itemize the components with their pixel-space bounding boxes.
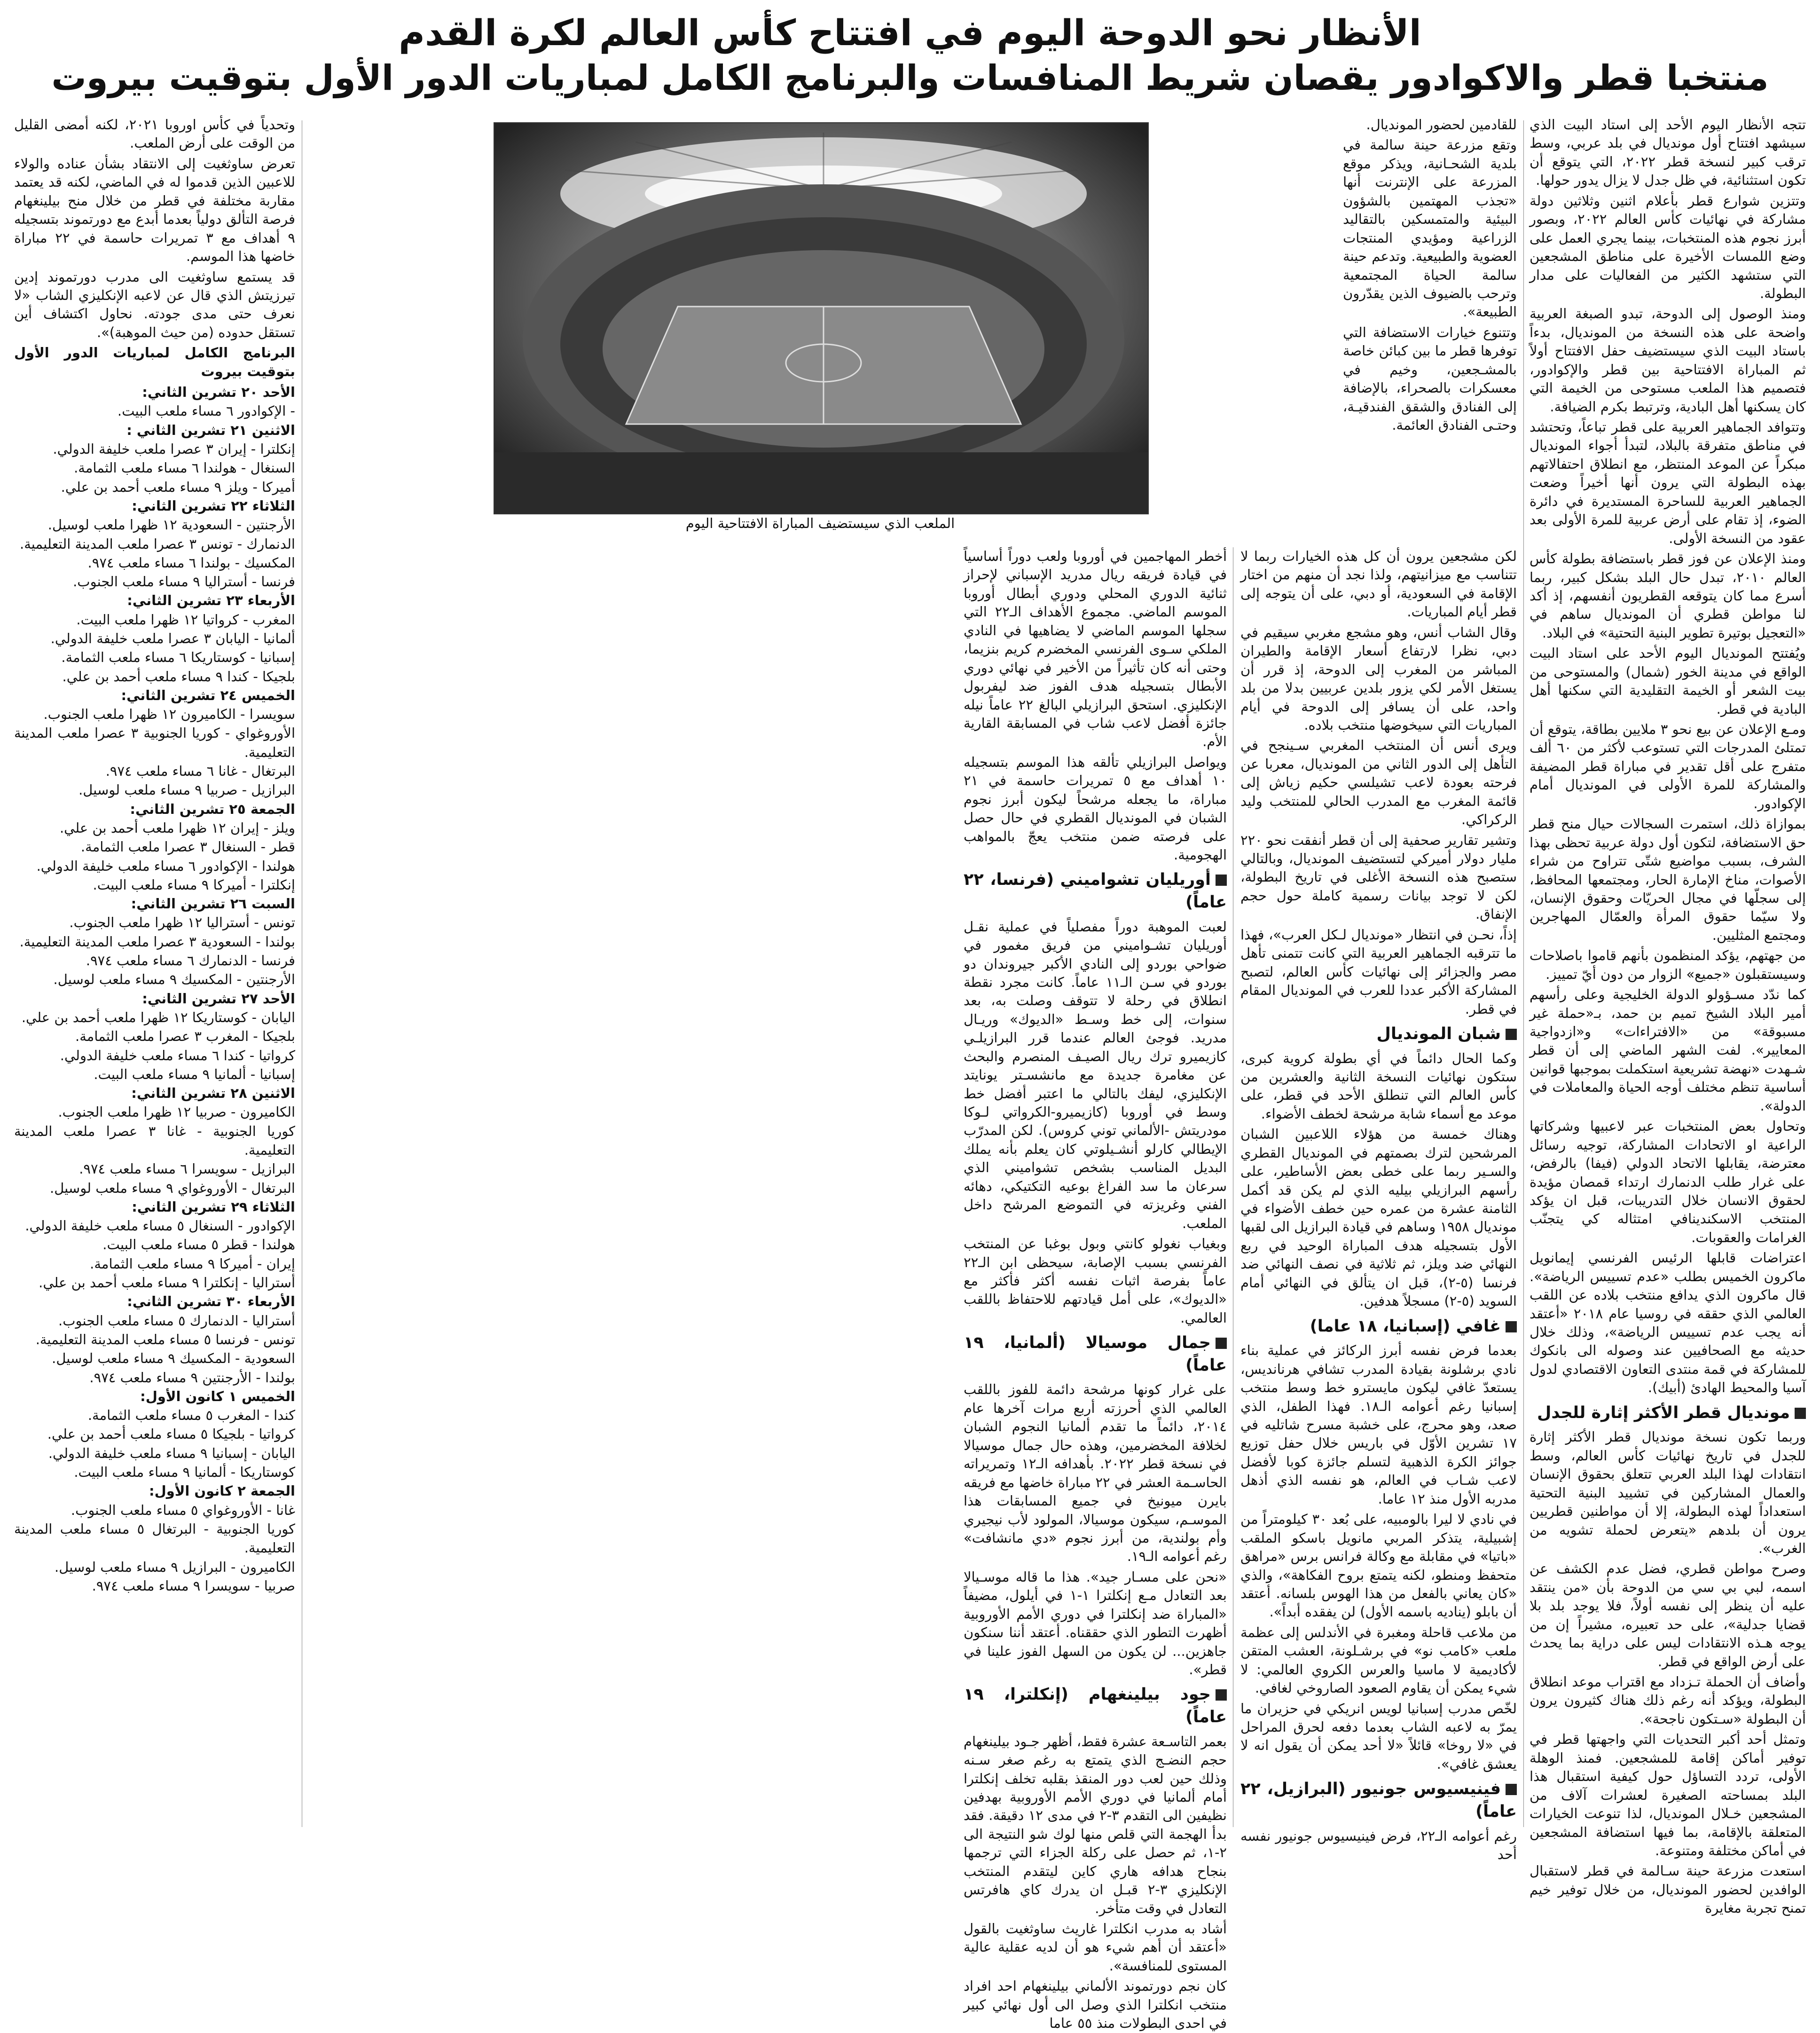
paragraph: وتتوافد الجماهير العربية على قطر تباعاً، وتحتشد في مناطق متفرقة بالبلاد، لتبدأ أجواء المونديال مبكراً عن الموعد المنتظر، مع انطلاق احتفالاتهم بهذه البطولة التي يرون أنها أخيراً وضعت الجماهير العربية للساحرة المستديرة في دائرة الضوء، إذ تقام على أرض عربية للمرة الأولى بعد عقود من النسخة الأولى. — [1530, 419, 1806, 546]
schedule-day: الأربعاء ٣٠ تشرين الثاني: — [127, 1293, 295, 1310]
column-2-paragraphs — [1240, 547, 1517, 1018]
paragraph: في نادي لا ليرا بالومبيه، على بُعد ٣٠ كيلومتراً من إشبيلية، يتذكر المربي مانويل باسكو الملقب «باتيا» في مقابلة مع وكالة فرانس برس «مراهق متحفظ ومنطو، لكنه يتمتع بروح الفكاهة»، والذي «كان يعاني بالفعل من هذا الهوس بلسانه. أعتقد أن بابلو (يناديه باسمه الأول) لن يفقده أبداً». — [1240, 1511, 1517, 1620]
paragraph: كما ندّد مسـؤولو الدولة الخليجية وعلى رأسهم أمير البلاد الشيخ تميم بن حمد، بـ«حملة غير مسبوقة» من «الافتراءات» و«ازدواجية المعايير». لفت الشهر الماضي إلى أن قطر شـهدت «نهضة تشريعية استكملت بموجبها قوانين أساسية تنظم مختلف أوجه الحياة والمعاملات في الدولة». — [1530, 986, 1806, 1114]
paragraph: ويواصل البرازيلي تألقه هذا الموسم بتسجيله ١٠ أهداف مع ٥ تمريرات حاسمة في ٢١ مباراة، ما يجعله مرشحاً ليكون أبرز نجوم الشبان في المونديال القطري في حال حصل على فرصته ضمن منتخب يعجّ بالمواهب الهجومية. — [964, 754, 1227, 863]
paragraph: وتقع مزرعة حينة سالمة في بلدية الشحـانية، ويذكر موقع المزرعة على الإنترنت أنها «تجذب المهتمين بالشؤون البيئية والمتمسكين بالتقاليد الزراعية ومؤيدي المنتجات العضوية والطبيعية. وتدعم حينة سالمة الحياة المجتمعية وترحب بالضيوف الذين يقدّرون الطبيعة». — [1343, 137, 1517, 320]
column-2-section-2 — [1240, 1341, 1517, 1773]
paragraph: وتتزين شوارع قطر بأعلام اثنين وثلاثين دولة مشاركة في نهائيات كأس العالم ٢٠٢٢، وبصور أبرز نجوم هذه المنتخبات، بينما يجري العمل على وضع اللمسات الأخيرة على مناطق المشجعين التي ستشهد الكثير من الفعاليات على مدار البطولة. — [1530, 192, 1806, 301]
paragraph: وكما الحال دائماً في أي بطولة كروية كبرى، ستكون نهائيات النسخة الثانية والعشرين من كأس العالم التي تنطلق الأحد في قطر، على موعد مع أسماء شابة مرشحة لخطف الأضواء. — [1240, 1050, 1517, 1122]
schedule-match: كوريا الجنوبية - البرتغال ٥ مساء ملعب المدينة التعليمية. — [14, 1521, 295, 1556]
paragraph: ومنذ الإعلان عن فوز قطر باستضافة بطولة كأس العالم ٢٠١٠، تبدل حال البلد بشكل كبير، ربما أسرع مما كان يتوقعه القطريون أنفسهم، إذ أكد لنا مواطن قطري أن المونديال ساهم في «التعجيل بوتيرة تطوير البنية التحتية» في البلاد. — [1530, 551, 1806, 641]
schedule-match: السنغال - هولندا ٦ مساء ملعب الثمامة. — [74, 460, 295, 476]
paragraph: بموازاة ذلك، استمرت السجالات حيال منح قطر حق الاستضافة، لتكون أول دولة عربية تحظى بهذا الشرف، بسبب مواضيع شتّى تتراوح من شراء الأصوات، مناخ الإمارة الحار، ومجتمعها المحافظ، إلى سجلّها في مجال الحريّات وحقوق الإنسان، ولا سيّما حقوق المرأة والعمّال المهاجرين ومجتمع المثليين. — [1530, 816, 1806, 943]
schedule-match: الأرجنتين - السعودية ١٢ ظهرا ملعب لوسيل. — [47, 517, 295, 533]
headline-sub: منتخبا قطر والاكوادور يقصان شريط المنافسات والبرنامج الكامل لمباريات الدور الأول بتوقيت بيروت — [51, 57, 1769, 98]
schedule-match: كرواتيا - بلجيكا ٥ مساء ملعب أحمد بن علي. — [47, 1426, 295, 1442]
schedule-match: إنكلترا - إيران ٣ عصرا ملعب خليفة الدولي. — [53, 441, 295, 457]
bullet-square-icon — [1216, 1689, 1227, 1701]
subhead-vinicius: فينيسيوس جونيور (البرازيل، ٢٢ عاماً) — [1240, 1780, 1517, 1821]
article-body — [14, 116, 1806, 2032]
schedule-title: البرنامج الكامل لمباريات الدور الأول بتوقيت بيروت — [14, 345, 295, 379]
schedule-match: الكاميرون - صربيا ١٢ ظهرا ملعب الجنوب. — [58, 1104, 295, 1120]
paragraph: وصرح مواطن قطري، فضل عدم الكشف عن اسمه، لبي بي سي من الدوحة بأن «من ينتقد عليه أن ينظر إلى نفسه أولاً، فلا يوجد بلد بلا قضايا جدلية»، على حد تعبيره، مشيراً إن من يوجه هـذه الانتقادات ليس على دراية بما يحدث على أرض الواقع في قطر. — [1530, 1560, 1806, 1670]
schedule-match: أستراليا - إنكلترا ٩ مساء ملعب أحمد بن علي. — [39, 1275, 295, 1291]
bullet-square-icon — [1795, 1408, 1806, 1419]
paragraph: من ملاعب قاحلة ومغبرة في الأندلس إلى عظمة ملعب «كامب نو» في برشـلونة، العشب المتقن لأكاديمية لا ماسيا والعرس الكروي العالمي: لا شيء يمكن أن يقاوم الصعود الصاروخي لغافي. — [1240, 1624, 1517, 1696]
schedule-match: البرازيل - سويسرا ٦ مساء ملعب ٩٧٤. — [79, 1161, 295, 1177]
photo-caption: الملعب الذي سيستضيف المباراة الافتتاحية اليوم — [685, 515, 955, 531]
schedule-match: غانا - الأوروغواي ٥ مساء ملعب الجنوب. — [71, 1502, 295, 1518]
schedule-day: الخميس ١ كانون الأول: — [140, 1388, 295, 1404]
paragraph: أخطر المهاجمين في أوروبا ولعب دوراً أساسياً في قيادة فريقه ريال مدريد الإسباني لإحراز ثنائية الدوري المحلي ودوري أبطال أوروبا الموسم الماضي. مجموع الأهداف الـ٢٢ التي سجلها الموسم الماضي لا يضاهيها في النادي الملكي سـوى الفرنسي المخضرم كريم بنزيما، وحتى أنه كان تأثيراً من الأخير في نهائي دوري الأبطال بتسجيله هدف الفوز ضد ليفربول الإنكليزي. استحق البرازيلي البالغ ٢٢ عاماً نيله جائزة أفضل لاعب شاب في المسابقة القارية الأم. — [964, 548, 1227, 750]
schedule-match: فرنسا - الدنمارك ٦ مساء ملعب ٩٧٤. — [86, 953, 295, 969]
schedule-match: كوريا الجنوبية - غانا ٣ عصرا ملعب المدينة التعليمية. — [14, 1123, 295, 1158]
paragraph: اعتراضات قابلها الرئيس الفرنسي إيمانويل ماكرون الخميس بطلب «عدم تسييس الرياضة». قال ماكرون الذي يدافع منتخب بلاده عن اللقب العالمي الذي حققه في روسيا عام ٢٠١٨ «أعتقد أنه يجب عدم تسييس الرياضة»، وذلك خلال حديثه مع الصحافيين عند وصوله الى بانكوك للمشاركة في قمة منتدى التعاون الاقتصادي لدول آسيا والمحيط الهادئ (أبيك). — [1530, 1250, 1806, 1396]
paragraph: وهناك خمسة من هؤلاء اللاعبين الشبان المرشحين لترك بصمتهم في المونديال القطري والسـير ربما على خطى بعض الأساطير، على رأسهم البرازيلي بيليه الذي لم يكن قد أكمل الثامنة عشرة من عمره حين خطف الأضواء في مونديال ١٩٥٨ وساهم في قيادة البرازيل الى لقبها الأول بتسجيله هدف المباراة الوحيد في ربع النهائي ضد ويلز، ثم ثلاثية في نصف النهائي ضد فرنسا (٥-٢)، قبل ان يتألق في النهائي أمام السويد (٥-٢) مسجلاً هدفين. — [1240, 1126, 1517, 1309]
column-2-section-3 — [1240, 1827, 1517, 1864]
schedule-match: بولندا - الأرجنتين ٩ مساء ملعب ٩٧٤. — [89, 1369, 295, 1386]
paragraph: على غرار كونها مرشحة دائمة للفوز باللقب العالمي الذي أحرزته أربع مرات آخرها عام ٢٠١٤، دائماً ما تقدم ألمانيا النجوم الشبان لخلافة المخضرمين، وهذه حال جمال موسيالا في نسخة قطر ٢٠٢٢. بأهدافه الـ١٢ وتمريراته الحاسـمة العشر في ٢٢ مباراة خاضها مع فريقه بايرن ميونيخ في جميع المسابقات هذا الموسـم، سيكون موسيالا، المولود لأب نيجيري وأم بولندية، من أبرز نجوم «دي مانشافت» رغم أعوامه الـ١٩. — [964, 1381, 1227, 1565]
schedule-match: الدنمارك - تونس ٣ عصرا ملعب المدينة التعليمية. — [19, 536, 295, 552]
schedule-day: الجمعة ٢ كانون الأول: — [149, 1483, 295, 1499]
schedule-match: تونس - أستراليا ١٢ ظهرا ملعب الجنوب. — [69, 914, 295, 931]
paragraph: رغم أعوامه الـ٢٢، فرض فينيسيوس جونيور نفسه أحد — [1240, 1828, 1517, 1862]
paragraph: ويرى أنس أن المنتخب المغربي سـينجح في التأهل إلى الدور الثاني من المونديال، معربا عن فرحته بعودة لاعب تشيلسي حكيم زياش إلى قائمة المغرب مع المدرب الحالي للمنتخب وليد الركراكي. — [1240, 737, 1517, 828]
paragraph: «نحن على مسـار جيد». هذا ما قاله موسـيالا بعد التعادل مـع إنكلترا ١-١ في أيلول، مضيفاً «المباراة ضد إنكلترا في دوري الأمم الأوروبية أظهرت التطور الذي حققناه. أعتقد أننا سنكون جاهزين... لن يكون من السهل الفوز علينا في قطر». — [964, 1568, 1227, 1678]
schedule-match: تونس - فرنسا ٥ مساء ملعب المدينة التعليمية. — [35, 1331, 295, 1347]
column-3-section-2 — [964, 1380, 1227, 1679]
paragraph: وتتنوع خيارات الاستضافة التي توفرها قطر ما بين كبائن خاصة بالمشـجعين، وخيم في معسكرات بالصحراء، بالإضافة إلى الفنادق والشقق الفندقيـة، وحتـى الفنادق العائمة. — [1343, 324, 1517, 433]
schedule-match: اليابان - إسبانيا ٩ مساء ملعب خليفة الدولي. — [48, 1445, 295, 1461]
column-3-paragraphs — [964, 547, 1227, 864]
schedule-match: - الإكوادور ٦ مساء ملعب البيت. — [117, 403, 295, 419]
schedule-day: الاثنين ٢١ تشرين الثاني : — [126, 422, 295, 438]
column-2-top — [1343, 116, 1517, 534]
column-2-section-1 — [1240, 1049, 1517, 1311]
schedule-match: البرتغال - الأوروغواي ٩ مساء ملعب لوسيل. — [49, 1180, 295, 1196]
column-3-section-1 — [964, 918, 1227, 1328]
bullet-square-icon — [1216, 875, 1227, 886]
paragraph: لخّص مدرب إسبانيا لويس انريكي في حزيران ما يمرّ به لاعبه الشاب بعدما دفعه لحرق المراحل في «لا روخا» قائلاً «لا أحد يمكن أن يقول انه لا يعشق غافي». — [1240, 1700, 1517, 1772]
schedule-match: الكاميرون - البرازيل ٩ مساء ملعب لوسيل. — [55, 1559, 295, 1575]
subhead-musiala: جمال موسيالا (ألمانيا، ١٩ عاماً) — [964, 1333, 1227, 1375]
schedule-day: الثلاثاء ٢٩ تشرين الثاني: — [132, 1198, 295, 1215]
schedule-match: إسبانيا - ألمانيا ٩ مساء ملعب البيت. — [94, 1066, 295, 1082]
paragraph: ومـع الإعلان عن بيع نحو ٣ ملايين بطاقة، يتوقع أن تمتلئ المدرجات التي تستوعب لأكثر من ٦٠ ألف متفرج على أقل تقدير في مباراة قطر المضيفة والمشاركة للمرة الأولى في المونديال أمام الإكوادور. — [1530, 721, 1806, 812]
schedule-match: الأرجنتين - المكسيك ٩ مساء ملعب لوسيل. — [53, 971, 295, 988]
schedule-day: الأحد ٢٧ تشرين الثاني: — [142, 990, 295, 1007]
schedule-match: السعودية - المكسيك ٩ مساء ملعب لوسيل. — [52, 1350, 295, 1367]
stadium-photo — [494, 122, 1149, 514]
paragraph: قد يستمع ساوثغيت الى مدرب دورتموند إدين تيرزيتش الذي قال عن لاعبه الإنكليزي الشاب «لا نعرف حتى مدى جودته. نحاول اكتشاف أين تستقل حدوده (من حيث الموهبة)». — [14, 268, 295, 340]
paragraph: أشاد به مدرب انكلترا غاريث ساوثغيت بالقول «أعتقد أن أهم شيء هو أن لديه عقلية عالية المستوى للمنافسة». — [964, 1921, 1227, 1974]
column-5 — [14, 116, 295, 1832]
paragraph: كان نجم دورتموند الألماني بيلينغهام احد افراد منتخب انكلترا الذي وصل الى أول نهائي كبير في احدى البطولات منذ ٥٥ عاما — [964, 1978, 1227, 2032]
schedule-match: كندا - المغرب ٥ مساء ملعب الثمامة. — [87, 1407, 295, 1424]
subhead-gavi: غافي (إسبانيا، ١٨ عاما) — [1240, 1316, 1517, 1338]
schedule-match: بلجيكا - المغرب ٣ عصرا ملعب الثمامة. — [75, 1028, 295, 1045]
bullet-square-icon — [1506, 1784, 1517, 1795]
headline-main: الأنظار نحو الدوحة اليوم في افتتاح كأس العالم لكرة القدم — [399, 12, 1421, 54]
paragraph: وقال الشاب أنس، وهو مشجع مغربي سيقيم في دبي، نظرا لارتفاع أسعار الإقامة والطيران المباشر من المغرب إلى الدوحة، إذ قرر أن يستغل الأمر لكي يزور بلدين عربيين بدلا من بلد واحد، على أن يسافر إلى الدوحة في أيام المباريات التي سيخوضها منتخب بلاده. — [1240, 624, 1517, 733]
schedule-match: ألمانيا - اليابان ٣ عصرا ملعب خليفة الدولي. — [50, 630, 295, 646]
column-3 — [964, 547, 1227, 2032]
schedule-match: بلجيكا - كندا ٩ مساء ملعب أحمد بن علي. — [62, 668, 295, 685]
schedule-match: بولندا - السعودية ٣ عصرا ملعب المدينة التعليمية. — [19, 933, 295, 950]
schedule-match: اليابان - كوستاريكا ١٢ ظهرا ملعب أحمد بن علي. — [21, 1009, 295, 1025]
subhead-bellingham: جود بيلينغهام (إنكلترا، ١٩ عاماً) — [964, 1685, 1227, 1727]
paragraph: وتحاول بعض المنتخبات عبر لاعبيها وشركاتها الراعية او الاتحادات المشاركة، توجيه رسائل معترضة، يقابلها الاتحاد الدولي (فيفا) بالرفض، على غرار طلب الدنمارك ارتداء قمصان مؤيدة لحقوق الانسان خلال التدريبات، قبل ان يؤكد المنتخب الاسكندينافي امتثاله كي يتجنّب الغرامات والعقوبات. — [1530, 1118, 1806, 1245]
paragraph: وأضاف أن الحملة تـزداد مع اقتراب موعد انطلاق البطولة، ويؤكد أنه رغم ذلك هناك كثيرون يرون أن البطولة «سـتكون ناجحة». — [1530, 1674, 1806, 1727]
paragraph: وتمثل أحد أكبر التحديات التي واجهتها قطر في توفير أماكن إقامة للمشجعين. فمنذ الوهلة الأولى، تردد التساؤل حول كيفية استقبال هذا البلد بمساحته الصغيرة لعشرات آلاف من المشجعين خـلال المونديال، لذا تنوعت الخيارات المتعلقة بالإقامة، بما فيها استضافة المشجعين في أماكن مختلفة ومتنوعة. — [1530, 1731, 1806, 1859]
column-1 — [1530, 116, 1806, 1916]
schedule-match: إسبانيا - كوستاريكا ٦ مساء ملعب الثمامة. — [61, 649, 295, 666]
schedule-day: الجمعة ٢٥ تشرين الثاني: — [130, 801, 295, 817]
stadium-image — [494, 123, 1148, 513]
schedule-match: قطر - السنغال ٣ عصرا ملعب الثمامة. — [80, 839, 295, 855]
column-1-paragraphs-b — [1530, 1428, 1806, 1917]
paragraph: وربما تكون نسخة مونديال قطر الأكثر إثارة للجدل في تاريخ نهائيات كأس العالم، وسط انتقادات لهذا البلد العربي تتعلق بحقوق الإنسان والعمال المشاركين في تشييد البنية التحتية استعداداً لهذه البطولة، إلا أن مواطنين قطريين يرون أن بلدهم «يتعرض لحملة تشويه من الغرب». — [1530, 1429, 1806, 1556]
schedule-match: الإكوادور - السنغال ٥ مساء ملعب خليفة الدولي. — [25, 1218, 295, 1234]
paragraph: لعبت الموهبة دوراً مفصلياً في عملية نقـل أوريليان تشـواميني من فريق مغمور في ضواحي بوردو إلى النادي الأكبر جيروندان دو بوردو في سـن الـ١١ عاماً. كانت مجرد نقطة انطلاق في رحلة لا تتوقف وصلت به، بعد سنوات، إلى خط وسـط «الديوك» وريـال مدريد. فوجئ العالم عندما قرر البرازيلـي كازيميرو ترك ريال الصيـف المنصرم والبحث عن مغامرة جديدة مع مانشسـتر يونايتد الإنكليزي، ليفك بالتالي ما اعتبر أفضل خط وسط في أوروبا (كازيميرو-الكرواتي لـوكا مودريتش -الألماني توني كروس). لكن المدرّب الإيطالي كارلو أنشـيلوتي كان يعلم بأنه يملك البديل المناسب بشخص تشواميني الذي سرعان ما سد الفراغ بوعيه التكتيكي، دهائه الفني وغريزته في التموضع المرشح داخل الملعب. — [964, 918, 1227, 1231]
column-3-section-3 — [964, 1733, 1227, 2033]
bullet-square-icon — [1216, 1338, 1227, 1349]
paragraph: تتجه الأنظار اليوم الأحد إلى استاد البيت الذي سيشهد افتتاح أول مونديال في بلد عربي، وسط ترقب كبير لنسخة قطر ٢٠٢٢، التي يتوقع أن تكون استثنائية، في ظل جدل لا يزال يدور حولها. — [1530, 117, 1806, 189]
schedule-match: فرنسا - أستراليا ٩ مساء ملعب الجنوب. — [73, 574, 295, 590]
schedule-match: البرتغال - غانا ٦ مساء ملعب ٩٧٤. — [105, 763, 295, 780]
schedule-match: المغرب - كرواتيا ١٢ ظهرا ملعب البيت. — [76, 611, 295, 628]
schedule-day: الأحد ٢٠ تشرين الثاني: — [142, 384, 295, 401]
paragraph: للقادمين لحضور المونديال. — [1366, 117, 1517, 133]
schedule-match: إنكلترا - أميركا ٩ مساء ملعب البيت. — [93, 876, 295, 893]
match-schedule — [14, 383, 295, 1595]
schedule-day: الخميس ٢٤ تشرين الثاني: — [121, 687, 295, 703]
paragraph: من جهتهم، يؤكد المنظمون بأنهم قاموا باصلاحات وسيستقبلون «جميع» الزوار من دون أيّ تمييز. — [1530, 947, 1806, 982]
paragraph: وبغياب نغولو كانتي وبول بوغبا عن المنتخب الفرنسي بسبب الإصابة، سيحظى ابن الـ٢٢ عاماً بفرصة اثبات نفسه أكثر فأكثر مع «الديوك»، على أمل قيادتهم للاحتفاظ باللقب العالمي. — [964, 1236, 1227, 1326]
schedule-match: كرواتيا - كندا ٦ مساء ملعب خليفة الدولي. — [60, 1047, 295, 1064]
schedule-day: الثلاثاء ٢٢ تشرين الثاني: — [132, 497, 295, 514]
paragraph: بعمر التاسـعة عشرة فقط، أظهر جـود بيلينغهام حجم النضـج الذي يتمتع به رغم صغر سـنه وذلك حين لعب دور المنقذ بقلبه تخلف إنكلترا أمام ألمانيا في دوري الأمم الأوروبية بهدفين نظيفين الى التقدم ٣-٢ في مدى ١٢ دقيقة. فقد بدأ الهجمة التي قلص منها لوك شو النتيجة الى ٢-١، ثم حصل على ركلة الجزاء التي ترجمها بنجاح هدافه هاري كاين ليتقدم المنتخب الإنكليزي ٣-٢ قبـل ان يدرك كاي هافرتس التعادل في وقت متأخر. — [964, 1733, 1227, 1916]
schedule-match: صربيا - سويسرا ٩ مساء ملعب ٩٧٤. — [92, 1577, 295, 1594]
schedule-match: البرازيل - صربيا ٩ مساء ملعب لوسيل. — [78, 782, 295, 798]
paragraph: إذاً، نحـن في انتظار «مونديال لـكل العرب»، فهذا ما تترقبه الجماهير العربية التي كانت تتمنى تأهل مصر والجزائر إلى نهائيات كأس العالم، لتصبح المشاركة الأكبر عددا للعرب في المونديال المقام في قطر. — [1240, 926, 1517, 1017]
schedule-match: أميركا - ويلز ٩ مساء ملعب أحمد بن علي. — [61, 479, 295, 495]
schedule-match: ويلز - إيران ١٢ ظهرا ملعب أحمد بن علي. — [59, 820, 295, 836]
subhead-tchouameni: أوريليان تشواميني (فرنسا، ٢٢ عاماً) — [964, 870, 1227, 912]
paragraph: بعدما فرض نفسه أبرز الركائز في عملية بناء نادي برشلونة بقيادة المدرب تشافي هرنانديس، يستعدّ غافي ليكون مايسترو خط وسط منتخب إسبانيا رغم أعوامه الـ١٨. فهذا الطفل، الذي صعد، وهو محرج، على خشبة مسرح شاتليه في ١٧ تشرين الأوّل في باريس خلال حفل توزيع جوائز الكرة الذهبية لتسلم جائزة كوبا لأفضل لاعب شـاب في العالم، هو نفسه الذي أذهل مدربه الأول منذ ١٢ عاما. — [1240, 1342, 1517, 1507]
paragraph: لكن مشجعين يرون أن كل هذه الخيارات ربما لا تتناسب مع ميزانيتهم، ولذا نجد أن منهم من اختار الإقامة في السعودية، أو دبي، على أن يتوجه إلى قطر أيام المباريات. — [1240, 548, 1517, 620]
schedule-day: الاثنين ٢٨ تشرين الثاني: — [131, 1085, 295, 1102]
schedule-match: المكسيك - بولندا ٦ مساء ملعب ٩٧٤. — [87, 554, 295, 571]
schedule-day: السبت ٢٦ تشرين الثاني: — [131, 896, 295, 912]
paragraph: تعرض ساوثغيت إلى الانتقاد بشأن عناده والولاء للاعبين الذين قدموا له في الماضي، لكنه قد يعتمد مقاربة مختلفة في قطر من خلال منح بيلينغهام فرصة التألق دولياً بعدما أبدع مع دورتموند بتسجيله ٩ أهداف مع ٣ تمريرات حاسمة في ٢٢ مباراة خاضها هذا الموسم. — [14, 155, 295, 265]
schedule-match: كوستاريكا - ألمانيا ٩ مساء ملعب البيت. — [74, 1464, 295, 1481]
schedule-match: إيران - أميركا ٩ مساء ملعب الثمامة. — [90, 1255, 295, 1272]
schedule-day: الأربعاء ٢٣ تشرين الثاني: — [127, 592, 295, 609]
column-2-top-paragraphs — [1343, 116, 1517, 434]
paragraph: استعدت مزرعة حينة سـالمة في قطر لاستقبال الوافدين لحضور المونديال، من خلال توفير خيم تمنح تجربة مغايرة — [1530, 1863, 1806, 1916]
bullet-square-icon — [1506, 1321, 1517, 1332]
column-5-paragraphs — [14, 116, 295, 342]
paragraph: ويُفتتح المونديال اليوم الأحد على استاد البيت الواقع في مدينة الخور (شمال) والمستوحى من بيت الشعر أو الخيمة التقليدية التي سكنها أهل البادية في قطر. — [1530, 645, 1806, 717]
paragraph: وتشير تقارير صحفية إلى أن قطر أنفقت نحو ٢٢٠ مليار دولار أميركي لتستضيف المونديال، وبالتالي ستصبح هذه النسخة الأغلى في تاريخ البطولة، لكن لا توجد بيانات رسمية كاملة حول حجم الإنفاق. — [1240, 832, 1517, 922]
paragraph: ومنذ الوصول إلى الدوحة، تبدو الصبغة العربية واضحة على هذه النسخة من المونديال، بدءاً باستاد البيت الذي سيستضيف حفل الافتتاح أولاً ثم المباراة الافتتاحية بين قطر والإكوادور، فتصميم هذا الملعب مستوحى من الخيمة التي كان يسكنها أهل البادية، وترتبط بكرم الضيافة. — [1530, 306, 1806, 415]
column-rule — [1523, 120, 1524, 1827]
schedule-match: هولندا - قطر ٥ مساء ملعب البيت. — [102, 1237, 295, 1253]
schedule-match: الأوروغواي - كوريا الجنوبية ٣ عصرا ملعب المدينة التعليمية. — [14, 725, 295, 760]
schedule-match: سويسرا - الكاميرون ١٢ ظهرا ملعب الجنوب. — [43, 706, 295, 723]
column-1-paragraphs — [1530, 116, 1806, 1397]
schedule-match: هولندا - الإكوادور ٦ مساء ملعب خليفة الدولي. — [36, 858, 295, 874]
schedule-match: أستراليا - الدنمارك ٥ مساء ملعب الجنوب. — [58, 1312, 295, 1329]
subhead-young-stars: شبان المونديال — [1240, 1023, 1517, 1046]
subhead-controversy: مونديال قطر الأكثر إثارة للجدل — [1530, 1402, 1806, 1425]
bullet-square-icon — [1506, 1029, 1517, 1040]
paragraph: وتحدياً في كأس اوروبا ٢٠٢١، لكنه أمضى القليل من الوقت على أرض الملعب. — [14, 117, 296, 151]
column-2 — [1240, 547, 1517, 1862]
